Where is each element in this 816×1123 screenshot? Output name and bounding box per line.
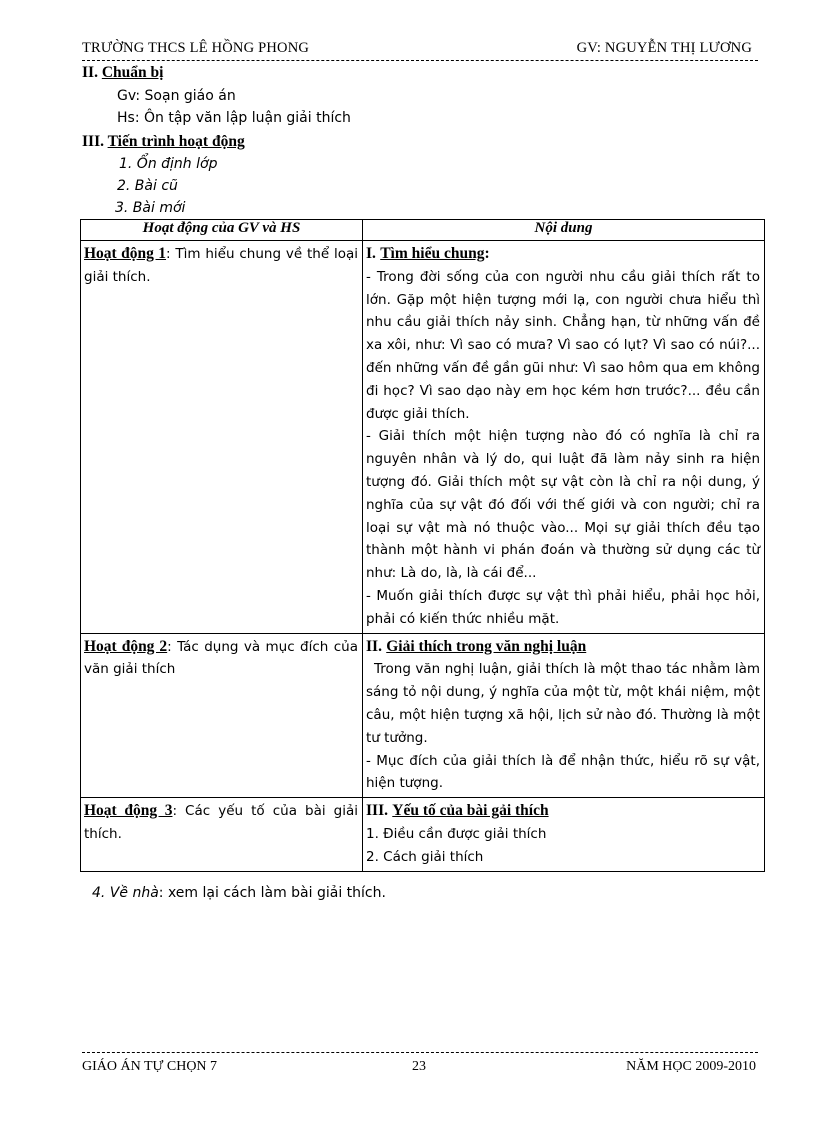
table-row — [81, 798, 765, 871]
step-2: 2. Bài cũ — [117, 178, 178, 194]
school-name: TRƯỜNG THCS LÊ HỒNG PHONG — [82, 40, 310, 56]
activity-text: : Tác dụng và mục đích của văn giải thích — [84, 638, 358, 678]
content-paragraph: - Giải thích một hiện tượng nào đó có nghĩa là chỉ ra nguyên nhân và lý do, qui luật đã làm nảy sinh ra hiện tượng đó. Giải thích một sự vật còn là chỉ ra nội dung, ý nghĩa của sự vật đó đối với thế giới và con người; chỉ ra loại sự vật mà nó thuộc vào... Mọi sự giải thích đều tạo thành một hành vi phán đoán và thường sử dụng các từ như: Là do, là, là cái để... — [366, 428, 760, 582]
prep-hs-line: Hs: Ôn tập văn lập luận giải thích — [117, 110, 351, 126]
content-title-text: Tìm hiểu chung — [380, 245, 485, 262]
activity-label: Hoạt động 2 — [84, 637, 168, 655]
footer-school-year: NĂM HỌC 2009-2010 — [626, 1059, 756, 1074]
footer-title: GIÁO ÁN TỰ CHỌN 7 — [82, 1059, 218, 1074]
table-row — [81, 633, 765, 798]
activity-cell — [81, 241, 363, 634]
content-paragraph: 1. Điều cần được giải thích — [366, 825, 547, 842]
content-title — [366, 636, 760, 659]
table-header-row — [81, 220, 765, 241]
content-title — [366, 243, 760, 266]
content-paragraph: - Muốn giải thích được sự vật thì phải hiểu, phải học hỏi, phải có kiến thức nhiều mặt. — [366, 587, 760, 627]
activity-text: : Các yếu tố của bài giải thích. — [84, 803, 358, 842]
content-paragraph: Trong văn nghị luận, giải thích là một thao tác nhằm làm sáng tỏ nội dung, ý nghĩa của một từ, một khái niệm, một câu, một hiện tượng xã hội, lịch sử nào đó. Thường là một tư tưởng. — [366, 661, 760, 746]
content-title-number: I. — [366, 245, 376, 262]
table-row — [81, 241, 765, 634]
step-3: 3. Bài mới — [115, 200, 186, 216]
teacher-name: GV: NGUYỄN THỊ LƯƠNG — [576, 40, 752, 56]
section-prep-heading — [82, 64, 163, 82]
content-paragraph: - Mục đích của giải thích là để nhận thức, hiểu rõ sự vật, hiện tượng. — [366, 752, 760, 792]
page-header — [82, 38, 758, 61]
activity-cell — [81, 633, 363, 798]
activity-label: Hoạt động 1 — [84, 245, 167, 262]
homework-line — [92, 885, 386, 901]
content-cell — [363, 798, 765, 871]
col-activity-header: Hoạt động của GV và HS — [81, 220, 363, 241]
section-process-title: Tiến trình hoạt động — [107, 133, 245, 150]
content-title-tail: : — [484, 245, 490, 262]
activity-cell — [81, 798, 363, 871]
step-1: 1. Ổn định lớp — [119, 156, 218, 172]
homework-label: 4. Về nhà — [92, 885, 159, 901]
homework-text: : xem lại cách làm bài giải thích. — [158, 885, 386, 901]
content-title-text: Yếu tố của bài gải thích — [392, 802, 549, 820]
col-content-header: Nội dung — [363, 220, 765, 241]
content-paragraph: - Trong đời sống của con người nhu cầu giải thích rất to lớn. Gặp một hiện tượng mới lạ, con người chưa hiểu thì nhu cầu giải thích nảy sinh. Chẳng hạn, từ những vấn đề xa xôi, như: Vì sao có mưa? Vì sao có lụt? Vì sao có núi?... đến những vấn đề gần gũi như: Vì sao hôm qua em không đi học? Vì sao dạo này em học kém hơn trước?... đều cần được giải thích. — [366, 268, 760, 422]
content-title-text: Giải thích trong văn nghị luận — [386, 637, 587, 655]
content-title-number: II. — [366, 637, 382, 655]
content-title — [366, 800, 760, 823]
page-footer — [82, 1052, 758, 1074]
section-prep-title: Chuẩn bị — [101, 64, 164, 81]
activity-text: : Tìm hiểu chung về thể loại giải thích. — [84, 246, 358, 285]
content-title-number: III. — [366, 802, 388, 820]
content-paragraph: 2. Cách giải thích — [366, 848, 484, 865]
content-cell — [363, 241, 765, 634]
content-cell — [363, 633, 765, 798]
activity-table — [80, 219, 765, 872]
activity-label: Hoạt động 3 — [84, 802, 173, 820]
page-number: 23 — [412, 1059, 426, 1074]
section-process-number: III. — [82, 133, 104, 150]
prep-gv-line: Gv: Soạn giáo án — [117, 88, 236, 104]
section-process-heading — [82, 133, 245, 151]
section-prep-number: II. — [82, 64, 98, 81]
